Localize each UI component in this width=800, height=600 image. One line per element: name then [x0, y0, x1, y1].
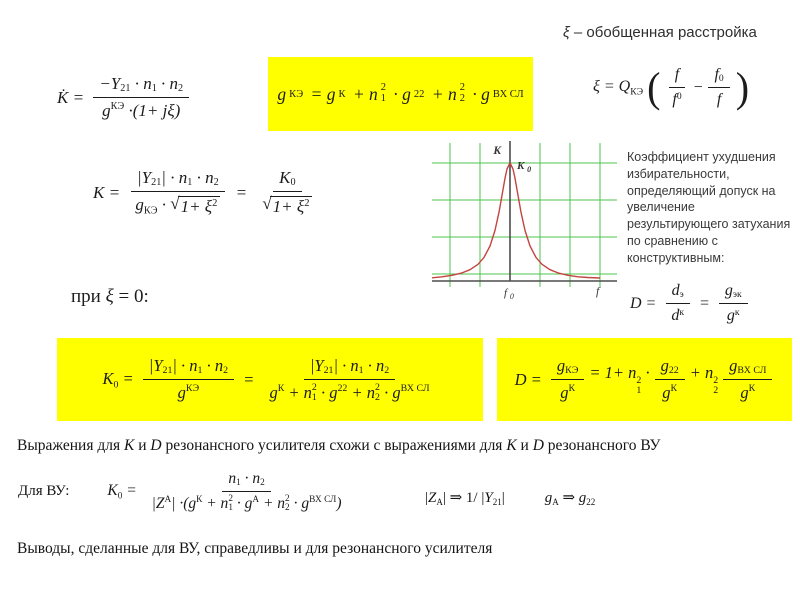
highlight-box-d: [497, 338, 792, 421]
xi-frac2-num: f 0: [708, 66, 729, 88]
substitution-g: $g_А$ ⇒ $g_{22}$: [544, 490, 596, 508]
k0-frac1-num: |Y 21 | · n 1 · n 2: [143, 356, 234, 380]
k0-frac2-den: g К + n 2 1 · g $^{22}$ + n 2 2 · g $^{ВХ СЛ}$: [269, 381, 430, 403]
d-def-frac2-den: g к: [726, 307, 740, 324]
resonance-curve-graph: [430, 138, 620, 302]
sqrt-group: [262, 195, 312, 217]
formula-xi: [593, 63, 750, 111]
sqrt-icon: √: [262, 194, 272, 213]
d-frac3-den: g К: [740, 383, 756, 402]
substitution-z: $|Z_А|$ ⇒ 1/ $|Y_{21}|$: [425, 490, 505, 508]
k0-frac1-den: g КЭ: [177, 383, 200, 402]
x-center-label-sub: 0: [509, 292, 514, 301]
formula-k0-vu: [107, 470, 349, 514]
d-def-fraction-1: [665, 282, 690, 325]
right-paren: ): [735, 63, 750, 111]
k0-fraction-2: [263, 356, 435, 403]
sqrt-body: $1+ \xi^2$: [178, 196, 221, 217]
vu-row: [18, 470, 350, 514]
formula-g-ke: g КЭ = g К + n 2 1 · g 22 + n 2 2 · g ВХ СЛ: [277, 82, 524, 104]
k-frac2-den: [256, 192, 318, 217]
k0-frac2-num: |Y 21 | · n 1 · n 2: [304, 356, 395, 380]
vu-fraction: [146, 470, 348, 514]
d-def-fraction-2: [719, 282, 748, 325]
k-fraction-2: [256, 168, 318, 217]
d-frac1-den: g К: [560, 383, 576, 402]
xi-fraction-1: [666, 66, 687, 109]
sqrt-body: $1+ \xi^2$: [270, 196, 313, 217]
k-complex-denominator: g КЭ ·(1+ jξ): [102, 101, 181, 120]
k-frac2-num: K 0: [273, 168, 301, 192]
k-complex-lhs: K̇ =: [57, 87, 89, 107]
d-fraction-2: [655, 356, 685, 403]
d-mid: = 1+ n 2 1 ·: [589, 362, 650, 396]
formula-d-definition: [630, 282, 750, 325]
sqrt-group: [170, 195, 220, 217]
formula-k-magnitude: [93, 168, 320, 217]
d-lhs: D =: [514, 369, 546, 389]
k0-fraction-1: [143, 356, 234, 403]
xi-frac1-den: f 0: [672, 91, 682, 108]
left-paren: (: [647, 63, 661, 111]
d-def-lhs: D =: [630, 294, 661, 312]
k-complex-fraction: [93, 74, 189, 121]
k0-lhs: $K_0$ =: [102, 368, 138, 391]
vu-frac-num: n 1 · n 2: [222, 470, 270, 492]
d-fraction-1: [551, 356, 584, 403]
k-fraction-1: [129, 168, 226, 217]
k-frac1-den-pre: $g_{КЭ}$ ·: [135, 195, 171, 217]
k-equals: =: [231, 182, 252, 202]
k-complex-numerator: −Y 21 · n 1 · n 2: [93, 74, 189, 98]
xi-lhs: $\xi = Q_{КЭ}$: [593, 77, 644, 98]
d-def-frac1-den: d к: [671, 307, 685, 324]
vu-label: Для ВУ:: [18, 483, 70, 500]
selectivity-note: Коэффициент ухудшения избирательности, определяющий допуск на увеличение результирующего затухания по сравнению с конструктивным:: [627, 150, 791, 265]
formula-k-complex: [57, 74, 191, 121]
conclusion-text: Выводы, сделанные для ВУ, справедливы и для резонансного усилителя: [17, 540, 493, 557]
condition-xi-zero: при ξ = 0:: [71, 286, 149, 307]
k-lhs: K =: [93, 182, 125, 202]
d-def-frac2-num: g эк: [719, 282, 748, 304]
k-frac1-den: [129, 192, 226, 217]
xi-definition-note: ξ – обобщенная расстройка: [563, 24, 757, 41]
peak-label-main: K: [517, 160, 525, 172]
d-plus: + n 2 2: [689, 362, 719, 396]
highlight-box-g-ke: [268, 57, 533, 131]
xi-minus: −: [692, 78, 704, 96]
formula-d: [515, 356, 775, 403]
d-frac2-num: g 22: [655, 356, 685, 380]
d-fraction-3: [723, 356, 772, 403]
xi-frac1-num: f: [669, 66, 685, 88]
comparison-text: Выражения для K и D резонансного усилителя схожи с выражениями для K и D резонансного ВУ: [17, 437, 661, 454]
xi-frac2-den: f: [716, 91, 722, 108]
d-def-equals: =: [695, 294, 714, 312]
formula-k0: [102, 356, 437, 403]
d-frac1-num: g КЭ: [551, 356, 584, 380]
d-def-frac1-num: d э: [666, 282, 690, 304]
d-frac3-num: g ВХ СЛ: [723, 356, 772, 380]
vu-frac-den: |Z А | ·(g К + n 2 1 · g $^А$ + n 2 2 · g $^{ВХ СЛ}$ ): [151, 494, 342, 514]
k0-equals: =: [239, 369, 259, 389]
substitutions-row: [425, 488, 595, 507]
sqrt-icon: √: [170, 194, 180, 213]
peak-label-sub: 0: [527, 165, 532, 174]
x-center-label-main: f: [504, 287, 508, 299]
d-frac2-den: g К: [662, 383, 678, 402]
highlight-box-k0: [57, 338, 483, 421]
y-axis-label: K: [493, 145, 501, 157]
k-frac1-num: |Y 21 | · n 1 · n 2: [131, 168, 225, 192]
vu-lhs: $K_0$ =: [107, 482, 141, 502]
xi-fraction-2: [708, 66, 729, 109]
x-axis-label: f: [596, 286, 600, 298]
